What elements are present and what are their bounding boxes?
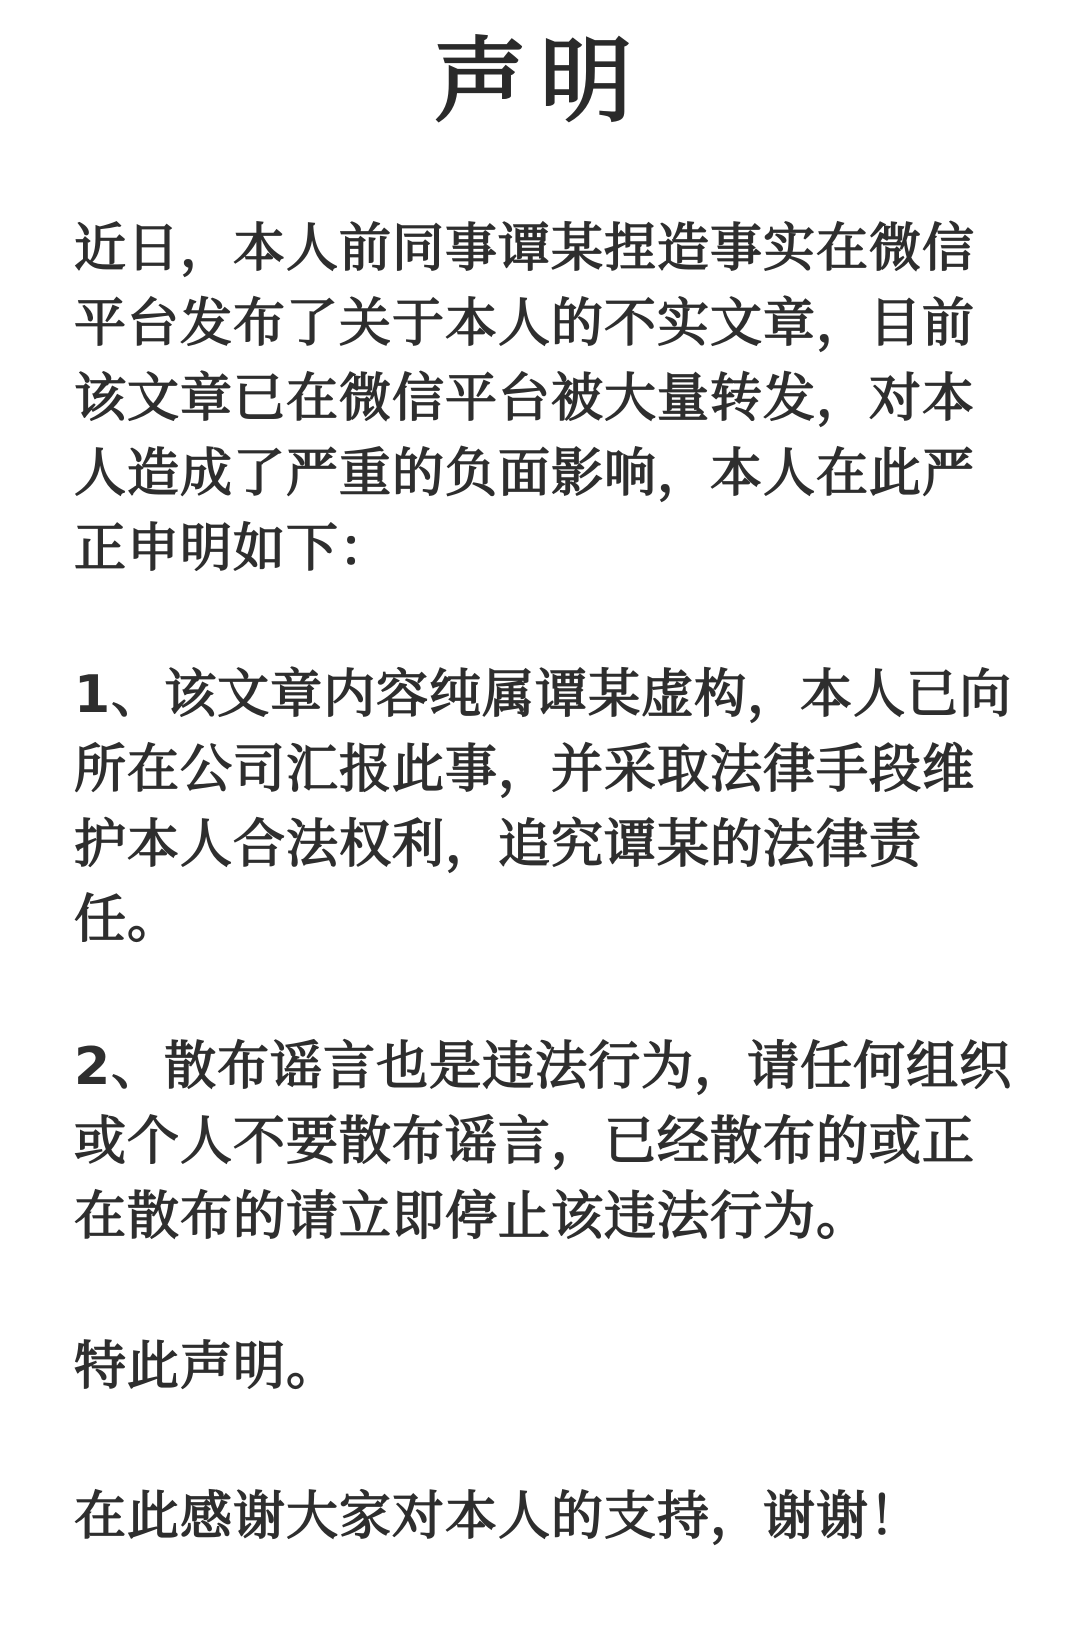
paragraph-point-2: 2、散布谣言也是违法行为，请任何组织或个人不要散布谣言，已经散布的或正在散布的请立即停止该违法行为。 [74,1037,1013,1247]
paragraph-thanks: 在此感谢大家对本人的支持，谢谢！ [74,1487,923,1547]
document-title: 声明 [433,28,646,135]
paragraph-point-1: 1、该文章内容纯属谭某虚构，本人已向所在公司汇报此事，并采取法律手段维护本人合法权利，追究谭某的法律责任。 [74,665,1013,950]
paragraph-intro: 近日，本人前同事谭某捏造事实在微信平台发布了关于本人的不实文章，目前该文章已在微信平台被大量转发，对本人造成了严重的负面影响，本人在此严正申明如下： [74,219,976,579]
paragraph-declaration: 特此声明。 [74,1337,340,1397]
